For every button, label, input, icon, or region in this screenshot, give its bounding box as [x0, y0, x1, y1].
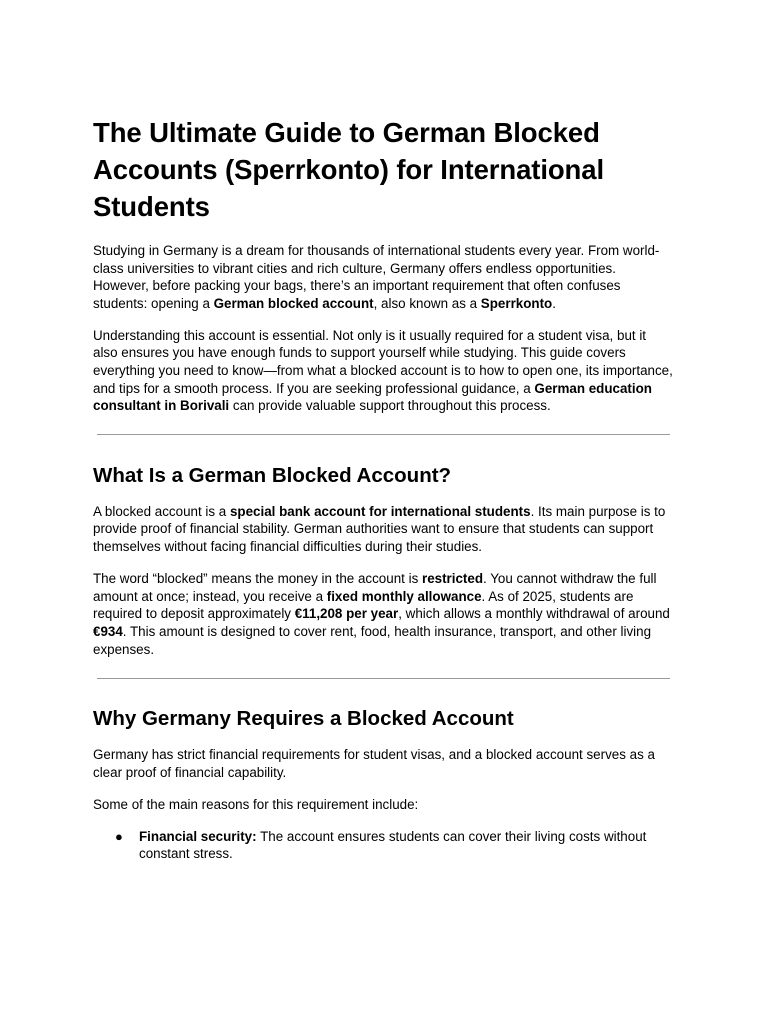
text-run: The word “blocked” means the money in the account is [93, 571, 422, 587]
text-run: , which allows a monthly withdrawal of around [398, 606, 670, 622]
bold-run: restricted [421, 571, 484, 587]
section-divider [97, 434, 670, 435]
section-heading-why-required: Why Germany Requires a Blocked Account [93, 707, 514, 731]
section2-paragraph-1: Germany has strict financial requirements for student visas, and a blocked account serves as a clear proof of financial capability. [93, 747, 655, 780]
bold-run: €11,208 per year [294, 606, 399, 622]
text-run: . You cannot withdraw the full amount at once; instead, you receive a [93, 571, 657, 604]
bold-run: German education consultant in Borivali [93, 380, 652, 414]
section-heading-what-is: What Is a German Blocked Account? [93, 463, 452, 487]
bold-run: fixed monthly allowance [326, 588, 482, 604]
bold-run: €934 [93, 623, 123, 639]
intro-paragraph-1 [93, 242, 673, 312]
bold-run: German blocked account [213, 295, 374, 311]
section1-paragraph-2 [93, 570, 673, 658]
text-run: Studying in Germany is a dream for thousands of international students every year. From world-class universities to vibrant cities and rich culture, Germany offers endless opportunities. However, before packing your bags, there’s an important requirement that often confuses students: opening a [93, 243, 660, 311]
reasons-list [93, 828, 673, 863]
section-divider [97, 678, 670, 679]
text-run: . [552, 295, 556, 311]
text-run: . As of 2025, students are required to deposit approximately [93, 588, 634, 622]
list-item [93, 828, 673, 863]
text-run: Understanding this account is essential. Not only is it usually required for a student visa, but it also ensures you have enough funds to support yourself while studying. This guide covers everything you need to know—from what a blocked account is to how to open one, its importance, and tips for a smooth process. If you are seeking professional guidance, a [93, 327, 673, 396]
bold-run: Sperrkonto [480, 295, 553, 311]
bold-run: special bank account for international students [229, 503, 531, 519]
section1-paragraph-1 [93, 503, 673, 556]
text-run: . Its main purpose is to provide proof of financial stability. German authorities want to ensure that students can support themselves without facing financial difficulties during their studies. [93, 503, 666, 555]
document-page [93, 114, 673, 863]
bold-run: Financial security: [139, 828, 257, 844]
intro-paragraph-2 [93, 327, 673, 415]
section2-paragraph-2: Some of the main reasons for this requirement include: [93, 796, 419, 812]
text-run: , also known as a [373, 295, 481, 311]
bullet-icon: ● [115, 828, 123, 844]
page-title: The Ultimate Guide to German Blocked Accounts (Sperrkonto) for International Students [93, 117, 604, 222]
text-run: A blocked account is a [93, 503, 230, 519]
text-run: . This amount is designed to cover rent, food, health insurance, transport, and other living expenses. [93, 623, 652, 657]
text-run: can provide valuable support throughout this process. [229, 398, 551, 414]
text-run: The account ensures students can cover their living costs without constant stress. [139, 828, 647, 862]
